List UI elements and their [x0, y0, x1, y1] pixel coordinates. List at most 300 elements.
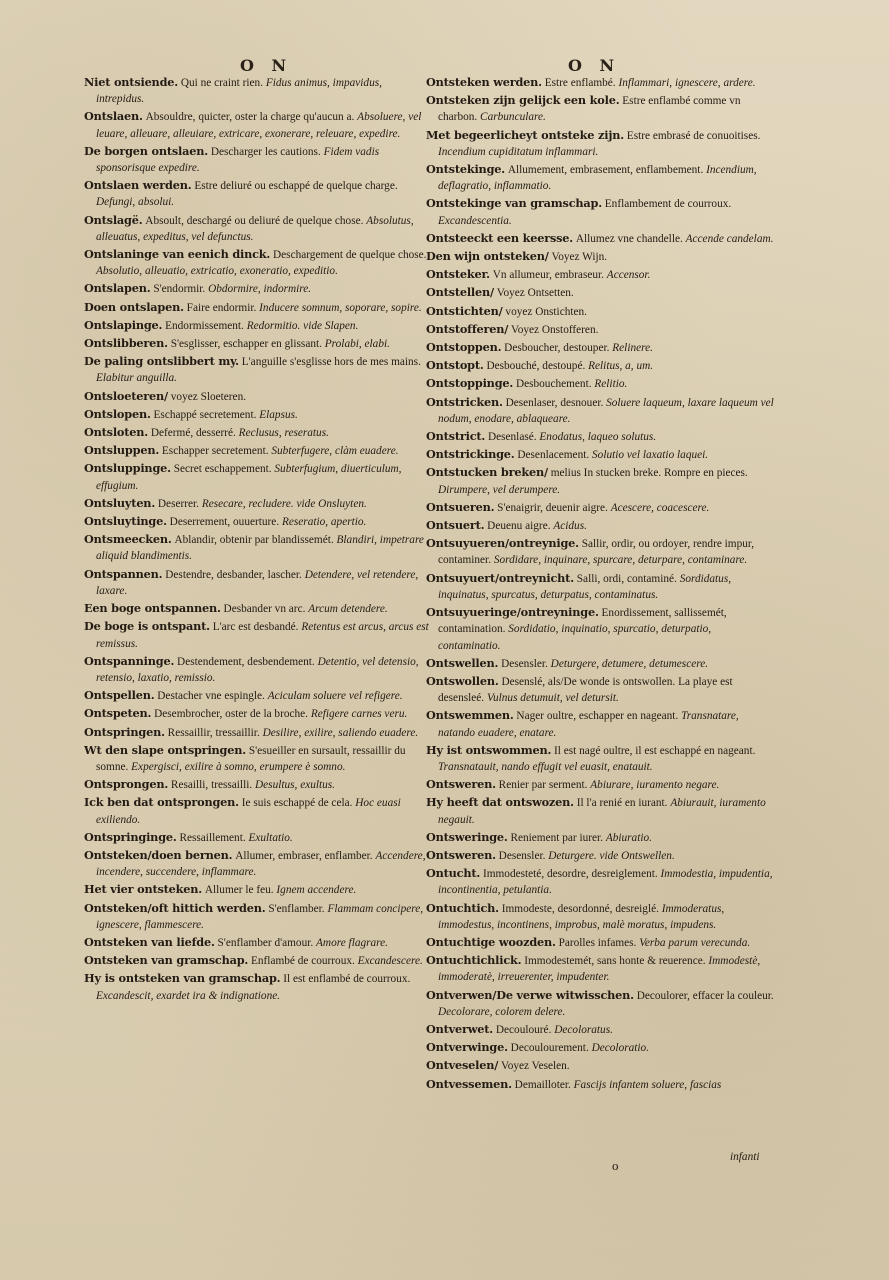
entry-latin: Elabitur anguilla. [96, 372, 177, 385]
dictionary-entry [426, 829, 776, 846]
dictionary-entry [84, 317, 429, 334]
entry-headword: Ontstrict. [426, 429, 486, 444]
entry-french: S'enaigrir, deuenir aigre. [497, 501, 608, 514]
dictionary-entry [426, 865, 776, 898]
entry-french: Ressaillir, tressaillir. [167, 726, 260, 739]
entry-french: L'anguille s'esglisse hors de mes mains. [241, 356, 421, 369]
entry-french: Parolles infames. [558, 936, 637, 949]
entry-french: Absouldre, quicter, oster la charge qu'aucun a. [145, 111, 355, 124]
entry-latin: Transnatauit, nando effugit vel euasit, enatauit. [438, 760, 653, 773]
entry-headword: Ontslibberen. [84, 336, 168, 351]
entry-french: Allumez vne chandelle. [575, 232, 683, 245]
dictionary-entry [426, 847, 776, 864]
entry-french: Enflambé de courroux. [251, 955, 355, 968]
dictionary-entry [426, 742, 776, 775]
dictionary-entry [426, 230, 776, 247]
entry-latin: Abiuratio. [605, 831, 652, 844]
entry-headword: Ontveselen/ [426, 1058, 499, 1073]
entry-headword: Ontswemmen. [426, 708, 514, 723]
entry-french: Desensler. [498, 849, 546, 862]
dictionary-entry [426, 794, 776, 827]
entry-french: Sallir, ordir, ou ordoyer, rendre impur, contaminer. [438, 538, 755, 567]
dictionary-entry [426, 161, 776, 194]
running-head-left: O N [240, 56, 293, 75]
dictionary-entry [426, 375, 776, 392]
entry-latin: Inflammari, ignescere, ardere. [618, 77, 756, 89]
entry-latin: Immodestè, immoderatè, irreuerenter, impudenter. [438, 955, 761, 984]
dictionary-entry [84, 705, 429, 722]
entry-latin: Fidem vadis sponsorisque expedire. [96, 145, 380, 175]
entry-french: Ablandir, obtenir par blandissemét. [174, 534, 334, 547]
entry-french: Absoult, deschargé ou deliuré de quelque chose. [145, 214, 364, 227]
entry-latin: Sordidare, inquinare, spurcare, deturpare, contaminare. [493, 554, 748, 567]
dictionary-entry [84, 724, 429, 741]
entry-french: Enflambement de courroux. [604, 198, 732, 211]
entry-headword: Ontsloten. [84, 425, 149, 440]
entry-latin: Flammam concipere, ignescere, flammescere. [96, 902, 424, 931]
entry-french: Destendre, desbander, lascher. [165, 568, 302, 581]
entry-latin: Decolorare, colorem delere. [438, 1005, 566, 1018]
entry-headword: Ontslaen werden. [84, 178, 192, 193]
dictionary-entry [426, 499, 776, 516]
entry-headword: Ontsloeteren/ [84, 388, 168, 403]
entry-headword: Ontsprongen. [84, 777, 169, 792]
entry-french: Renier par serment. [498, 779, 588, 792]
dictionary-entry [84, 299, 429, 316]
entry-headword: Den wijn ontsteken/ [426, 249, 549, 264]
entry-headword: Ontsuyuert/ontreynicht. [426, 570, 574, 585]
dictionary-entry [84, 776, 429, 793]
entry-headword: Ontsluytinge. [84, 514, 167, 529]
dictionary-entry [426, 1076, 776, 1093]
dictionary-entry [426, 517, 776, 534]
catchword: infanti [730, 1151, 760, 1163]
dictionary-entry [84, 513, 429, 530]
entry-french: Salli, ordi, contaminé. [576, 572, 677, 585]
dictionary-entry [426, 321, 776, 338]
entry-french: Deserrement, ouuerture. [169, 516, 280, 529]
entry-french: Eschapper secretement. [161, 445, 269, 458]
entry-latin: Inducere somnum, soporare, sopire. [259, 301, 422, 314]
dictionary-entry [426, 357, 776, 374]
entry-french: L'arc est desbandé. [212, 621, 299, 634]
dictionary-entry [84, 970, 429, 1003]
entry-headword: Ontuchtichlick. [426, 953, 522, 968]
dictionary-entry [84, 653, 429, 686]
entry-french: Desbouché, destoupé. [486, 360, 586, 373]
entry-latin: Subterfugere, clàm euadere. [271, 445, 399, 458]
dictionary-entry [84, 388, 429, 405]
entry-headword: Ontsweren. [426, 847, 496, 862]
entry-latin: Resecare, recludere. vide Onsluyten. [201, 497, 367, 510]
entry-latin: Desultus, exultus. [255, 779, 336, 792]
dictionary-entry [84, 406, 429, 423]
entry-latin: Relitio. [594, 378, 628, 391]
entry-french: Deserrer. [157, 497, 199, 510]
entry-headword: De paling ontslibbert my. [84, 354, 239, 369]
entry-french: Desenslé, als/De wonde is ontswollen. La playe est desensleé. [438, 675, 733, 705]
entry-latin: Immodestia, impudentia, incontinentia, petulantia. [438, 868, 773, 897]
entry-headword: Ontstekinge van gramschap. [426, 196, 602, 211]
entry-latin: Excandescit, exardet ira & indignatione. [96, 989, 281, 1002]
entry-headword: Ontsteker. [426, 267, 490, 282]
entry-latin: Amore flagrare. [316, 936, 388, 949]
dictionary-entry [84, 424, 429, 441]
entry-french: Desenlasé. [487, 431, 537, 444]
entry-headword: Ontspannen. [84, 566, 163, 581]
entry-headword: Ontstopt. [426, 358, 484, 373]
entry-headword: Hy heeft dat ontswozen. [426, 795, 574, 810]
entry-headword: Een boge ontspannen. [84, 601, 221, 616]
entry-french: Il l'a renié en iurant. [576, 797, 668, 810]
entry-headword: Ontucht. [426, 866, 481, 881]
entry-french: Destacher vne espingle. [157, 690, 265, 703]
entry-french: Deuenu aigre. [487, 520, 551, 533]
dictionary-entry [84, 531, 429, 564]
dictionary-entry [84, 566, 429, 599]
entry-french: Estre deliuré ou eschappé de quelque charge. [194, 180, 398, 193]
entry-latin: Reclusus, reseratus. [238, 427, 329, 440]
entry-headword: Ontsteken zijn gelijck een kole. [426, 93, 620, 108]
entry-french: Allumement, embrasement, enflambement. [507, 164, 704, 177]
entry-headword: Ontuchtige woozden. [426, 934, 556, 949]
dictionary-entry [426, 339, 776, 356]
dictionary-entry [426, 655, 776, 672]
entry-latin: Acidus. [553, 520, 587, 533]
entry-french: Il est nagé oultre, il est eschappé en nageant. [554, 744, 756, 757]
entry-latin: Aciculam soluere vel refigere. [267, 690, 403, 703]
entry-headword: Ontvessemen. [426, 1076, 512, 1091]
dictionary-entry [426, 707, 776, 740]
entry-latin: Absolutus, alleuatus, expeditus, vel defunctus. [96, 214, 414, 243]
entry-latin: Decoloratio. [591, 1042, 650, 1055]
entry-latin: Accensor. [606, 269, 651, 282]
entry-latin: Incendium, deflagratio, inflammatio. [438, 164, 757, 193]
dictionary-entry [426, 1021, 776, 1038]
entry-headword: Ontswellen. [426, 655, 499, 670]
entry-latin: Accendere, incendere, succendere, inflammare. [96, 849, 426, 879]
entry-headword: Ontsuyueren/ontreynige. [426, 536, 579, 551]
entry-headword: Ontsteken/oft hittich werden. [84, 900, 266, 915]
entry-headword: Ontstucken breken/ [426, 465, 548, 480]
entry-french: Immodeste, desordonné, desreiglé. [501, 902, 659, 915]
entry-headword: Ontsteken/doen bernen. [84, 847, 233, 862]
dictionary-entry [426, 570, 776, 603]
entry-latin: Accende candelam. [685, 232, 774, 245]
entry-french: Eschappé secretement. [153, 408, 257, 421]
entry-latin: Detentio, vel detensio, retensio, laxatio, remissio. [96, 655, 419, 684]
entry-headword: Ontspeten. [84, 706, 152, 721]
dictionary-entry [84, 600, 429, 617]
dictionary-entry [426, 266, 776, 283]
dictionary-entry [426, 446, 776, 463]
entry-headword: Met begeerlicheyt ontsteke zijn. [426, 127, 624, 142]
entry-headword: Ontslaninge van eenich dinck. [84, 247, 271, 262]
entry-french: Allumer le feu. [204, 884, 274, 897]
dictionary-entry [84, 212, 429, 245]
entry-headword: Ontverwinge. [426, 1040, 508, 1055]
dictionary-entry [84, 687, 429, 704]
entry-headword: Doen ontslapen. [84, 299, 184, 314]
entry-headword: Ontstoppinge. [426, 376, 514, 391]
entry-headword: Ontstellen/ [426, 285, 494, 300]
dictionary-entry [426, 776, 776, 793]
entry-headword: Ontslopen. [84, 406, 151, 421]
entry-latin: Carbunculare. [480, 111, 546, 124]
entry-latin: Fidus animus, impavidus, intrepidus. [96, 77, 382, 106]
entry-headword: Wt den slape ontspringen. [84, 742, 246, 757]
entry-headword: Niet ontsiende. [84, 75, 178, 89]
entry-latin: Solutio vel laxatio laquei. [592, 449, 709, 462]
dictionary-entry [84, 246, 429, 279]
dictionary-entry [84, 335, 429, 352]
entry-latin: Retentus est arcus, arcus est remissus. [96, 621, 429, 650]
dictionary-entry [84, 829, 429, 846]
entry-latin: Abiurauit, iuramento negauit. [438, 797, 766, 826]
dictionary-entry [84, 934, 429, 951]
entry-latin: Excandescentia. [438, 214, 512, 227]
entry-latin: Dirumpere, vel derumpere. [438, 483, 561, 496]
entry-headword: Ontspringen. [84, 724, 165, 739]
dictionary-entry [426, 1057, 776, 1074]
dictionary-entry [426, 952, 776, 985]
entry-latin: Exultatio. [248, 831, 293, 844]
entry-headword: Ontsweringe. [426, 829, 508, 844]
entry-headword: De borgen ontslaen. [84, 143, 209, 158]
entry-french: Estre enflambé. [544, 77, 616, 89]
entry-headword: Ontverwen/De verwe witwisschen. [426, 987, 634, 1002]
dictionary-entry [426, 900, 776, 933]
entry-french: Ressaillement. [179, 831, 246, 844]
entry-headword: Ontsueren. [426, 499, 495, 514]
entry-french: Desensler. [501, 657, 548, 670]
entry-latin: Deturgere, detumere, detumescere. [550, 657, 709, 670]
entry-latin: Immoderatus, immodestus, incontinens, improbus, malè moratus, impudens. [438, 902, 725, 931]
entry-french: Resailli, tressailli. [170, 779, 253, 792]
entry-latin: Excandescere. [357, 955, 423, 968]
entry-french: Nager oultre, eschapper en nageant. [516, 710, 679, 723]
dictionary-entry [426, 92, 776, 125]
entry-latin: Acescere, coacescere. [610, 501, 710, 514]
entry-headword: Ontsteeckt een keersse. [426, 230, 573, 245]
entry-french: Enordissement, sallissemét, contamination. [438, 607, 727, 636]
entry-headword: Ontverwet. [426, 1021, 494, 1036]
entry-french: Destendement, desbendement. [177, 655, 315, 668]
dictionary-entry [84, 847, 429, 880]
entry-headword: Ontsuert. [426, 518, 485, 533]
entry-latin: Blandiri, impetrare aliquid blandimentis. [96, 534, 424, 563]
dictionary-entry [84, 900, 429, 933]
dictionary-entry [84, 881, 429, 898]
entry-headword: Ontspellen. [84, 688, 155, 703]
entry-french: Deschargement de quelque chose. [273, 249, 427, 262]
entry-headword: Ontstrickinge. [426, 447, 515, 462]
dictionary-entry [84, 177, 429, 210]
entry-french: Demailloter. [514, 1078, 571, 1091]
entry-headword: Ontsteken van gramschap. [84, 953, 249, 968]
entry-french: S'esglisser, eschapper en glissant. [170, 338, 322, 351]
entry-french: Reniement par iurer. [510, 831, 603, 844]
dictionary-entry [426, 673, 776, 706]
entry-latin: Relinere. [612, 342, 653, 355]
entry-latin: Elapsus. [259, 408, 298, 421]
entry-headword: Ontstofferen/ [426, 321, 509, 336]
entry-headword: Ontstichten/ [426, 303, 503, 318]
entry-french: Desboucher, destouper. [504, 342, 610, 355]
entry-latin: Relitus, a, um. [588, 360, 654, 373]
signature-mark: o [612, 1158, 619, 1173]
dictionary-entry [84, 794, 429, 827]
entry-latin: Abiurare, iuramento negare. [590, 779, 720, 792]
entry-latin: Hoc euasi exiliendo. [96, 797, 401, 826]
entry-french: Defermé, desserré. [150, 427, 236, 440]
entry-french: Ie suis eschappé de cela. [241, 797, 353, 810]
entry-french: Immodesteté, desordre, desreiglement. [482, 868, 658, 881]
entry-latin: Absolutio, alleuatio, extricatio, exoneratio, expeditio. [96, 265, 338, 278]
entry-latin: Transnatare, natando euadere, enatare. [438, 710, 739, 739]
dictionary-entry [84, 108, 429, 141]
entry-latin: Detendere, vel retendere, laxare. [96, 568, 419, 597]
entry-french: Desenlaser, desnouer. [505, 396, 604, 409]
dictionary-entry [84, 280, 429, 297]
entry-latin: Defungi, absolui. [96, 196, 175, 209]
entry-french: Desbander vn arc. [223, 603, 306, 616]
dictionary-entry [84, 495, 429, 512]
entry-latin: Fascijs infantem soluere, fascias [573, 1078, 722, 1091]
entry-french: Vn allumeur, embraseur. [492, 269, 604, 282]
dictionary-entry [426, 394, 776, 427]
entry-french: Estre enflambé comme vn charbon. [438, 95, 741, 124]
entry-latin: Deturgere. vide Ontswellen. [548, 849, 675, 862]
entry-french: Decoulouré. [495, 1023, 552, 1036]
dictionary-entry [84, 460, 429, 493]
entry-french: Allumer, embraser, enflamber. [235, 849, 373, 862]
entry-french: Voyez Wijn. [551, 251, 608, 264]
dictionary-entry [84, 618, 429, 651]
dictionary-entry [426, 195, 776, 228]
entry-headword: Het vier ontsteken. [84, 882, 203, 897]
entry-latin: Desilire, exilire, saliendo euadere. [262, 726, 419, 739]
entry-french: Endormissement. [165, 319, 244, 332]
dictionary-entry [426, 303, 776, 320]
entry-headword: Hy ist ontswommen. [426, 742, 552, 757]
dictionary-entry [426, 987, 776, 1020]
dictionary-entry [426, 127, 776, 160]
entry-latin: Absoluere, vel leuare, alleuare, alleuiare, extricare, exonerare, releuare, expedire. [96, 111, 422, 140]
entry-french: S'esueiller en sursault, ressaillir du somne. [96, 744, 406, 773]
entry-headword: Ontslapinge. [84, 317, 163, 332]
dictionary-entry [84, 742, 429, 775]
entry-headword: Ontspringinge. [84, 829, 177, 844]
dictionary-entry [426, 604, 776, 654]
dictionary-entry [426, 934, 776, 951]
entry-headword: De boge is ontspant. [84, 619, 210, 634]
entry-french: melius In stucken breke. Rompre en pieces. [550, 467, 748, 480]
entry-french: Qui ne craint rien. [180, 77, 264, 89]
entry-latin: Ignem accendere. [276, 884, 357, 897]
entry-headword: Ontstekinge. [426, 162, 505, 177]
entry-headword: Ontsteken werden. [426, 75, 542, 89]
entry-headword: Ontstoppen. [426, 340, 502, 355]
entry-french: S'endormir. [153, 283, 206, 296]
entry-latin: Sordidatus, inquinatus, spurcatus, deturpatus, contaminatus. [438, 572, 732, 601]
entry-headword: Ontslapen. [84, 281, 151, 296]
entry-latin: Vulnus detumuit, vel detursit. [486, 692, 619, 705]
entry-latin: Obdormire, indormire. [208, 283, 312, 296]
dictionary-entry [84, 952, 429, 969]
entry-headword: Ontsteken van liefde. [84, 934, 215, 949]
entry-french: Immodestemét, sans honte & reuerence. [524, 955, 706, 968]
entry-french: Il est enflambé de courroux. [283, 973, 411, 986]
entry-headword: Ontuchtich. [426, 900, 499, 915]
entry-french: voyez Onstichten. [505, 305, 587, 318]
dictionary-entry [426, 74, 776, 91]
entry-headword: Ontsweren. [426, 777, 496, 792]
entry-french: Voyez Ontsetten. [496, 287, 574, 300]
entry-headword: Ontsluppen. [84, 443, 160, 458]
entry-headword: Ontsmeecken. [84, 532, 172, 547]
entry-latin: Enodatus, laqueo solutus. [539, 431, 657, 444]
entry-french: S'enflamber d'amour. [217, 936, 314, 949]
entry-latin: Subterfugium, diuerticulum, effugium. [96, 463, 402, 492]
left-column [84, 74, 429, 1184]
entry-latin: Verba parum verecunda. [639, 936, 751, 949]
entry-french: Faire endormir. [186, 301, 257, 314]
entry-headword: Ontsluyten. [84, 495, 156, 510]
dictionary-entry [426, 284, 776, 301]
dictionary-entry [84, 353, 429, 386]
dictionary-entry [426, 428, 776, 445]
entry-headword: Ontslaen. [84, 109, 143, 124]
entry-french: Voyez Onstofferen. [511, 323, 599, 336]
entry-headword: Ick ben dat ontsprongen. [84, 795, 239, 810]
entry-french: Voyez Veselen. [501, 1060, 570, 1073]
entry-french: Estre embrasé de conuoitises. [626, 129, 761, 142]
entry-latin: Arcum detendere. [308, 603, 388, 616]
entry-headword: Ontslagë. [84, 212, 143, 227]
entry-french: S'enflamber. [268, 902, 325, 915]
running-head-right: O N [568, 56, 621, 75]
entry-headword: Ontspanninge. [84, 653, 175, 668]
dictionary-entry [84, 143, 429, 176]
entry-headword: Ontswollen. [426, 673, 499, 688]
entry-latin: Sordidatio, inquinatio, spurcatio, deturpatio, contaminatio. [438, 623, 712, 652]
entry-french: Decoulorer, effacer la couleur. [636, 989, 774, 1002]
dictionary-entry [84, 74, 429, 107]
entry-headword: Ontsuyueringe/ontreyninge. [426, 605, 599, 620]
entry-latin: Incendium cupiditatum inflammari. [438, 145, 599, 158]
entry-latin: Redormitio. vide Slapen. [246, 319, 359, 332]
entry-french: voyez Sloeteren. [170, 390, 247, 403]
entry-french: Desembrocher, oster de la broche. [154, 708, 308, 721]
entry-french: Secret eschappement. [173, 463, 272, 476]
entry-headword: Ontstricken. [426, 394, 503, 409]
dictionary-entry [84, 442, 429, 459]
entry-headword: Hy is ontsteken van gramschap. [84, 971, 281, 986]
right-column [426, 74, 776, 1184]
dictionary-entry [426, 1039, 776, 1056]
entry-latin: Reseratio, apertio. [281, 516, 367, 529]
entry-french: Decoulourement. [510, 1042, 589, 1055]
entry-latin: Expergisci, exilire à somno, erumpere è somno. [131, 760, 346, 773]
entry-latin: Prolabi, elabi. [324, 338, 390, 351]
entry-french: Desbouchement. [515, 378, 592, 391]
dictionary-entry [426, 535, 776, 568]
entry-latin: Refigere carnes veru. [310, 708, 408, 721]
entry-french: Descharger les cautions. [210, 145, 321, 158]
dictionary-entry [426, 248, 776, 265]
entry-headword: Ontsluppinge. [84, 461, 171, 476]
